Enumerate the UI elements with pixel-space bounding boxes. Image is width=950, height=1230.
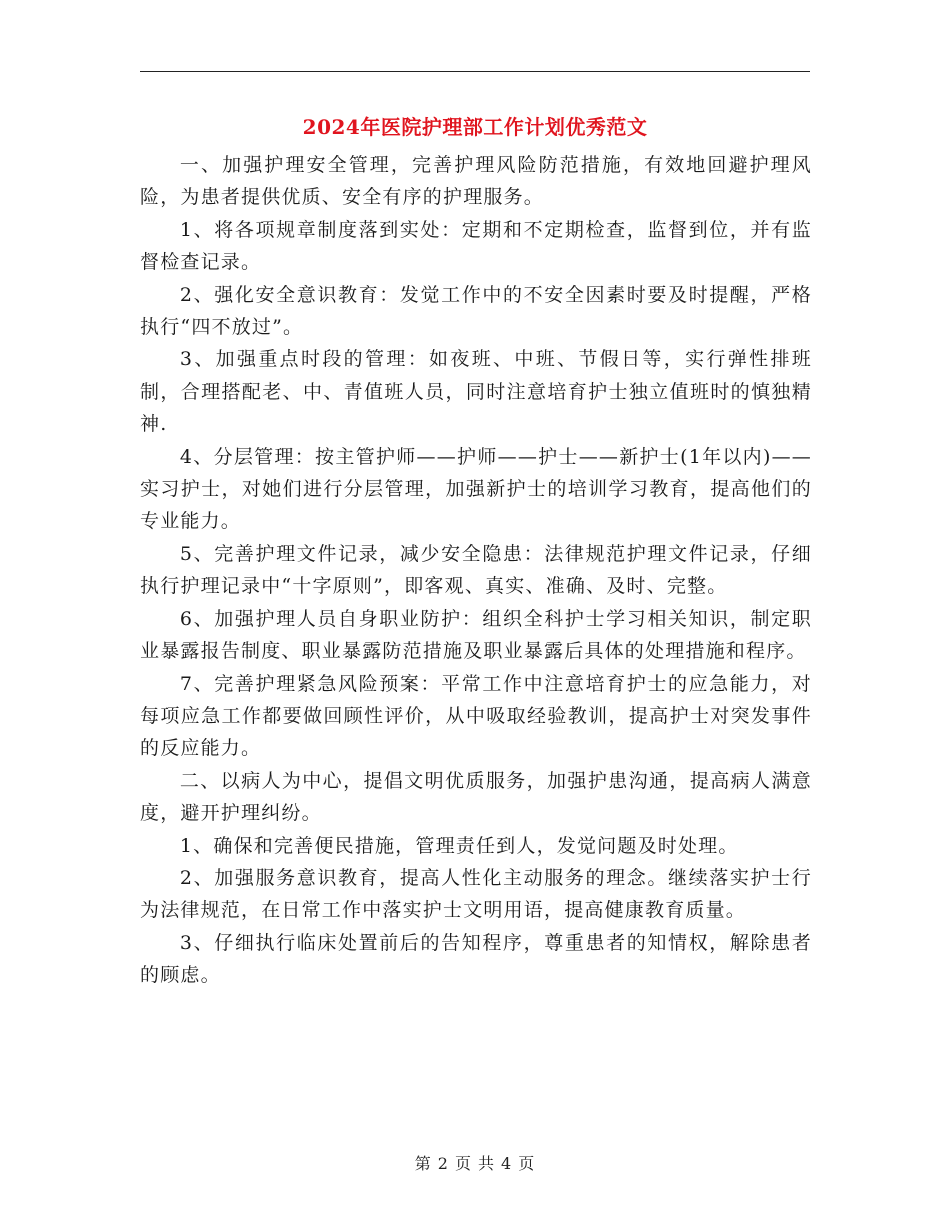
paragraph-item-1-3: 3、加强重点时段的管理：如夜班、中班、节假日等，实行弹性排班制，合理搭配老、中、青值班人员，同时注意培育护士独立值班时的慎独精神. (140, 348, 812, 436)
paragraph-item-1-5: 5、完善护理文件记录，减少安全隐患：法律规范护理文件记录，仔细执行护理记录中“十字原则”，即客观、真实、准确、及时、完整。 (140, 542, 812, 598)
footer-suffix: 页 (518, 1154, 536, 1173)
header-rule (140, 71, 810, 72)
document-title: 2024年医院护理部工作计划优秀范文 (302, 115, 648, 139)
paragraph-item-2-1: 1、确保和完善便民措施，管理责任到人，发觉问题及时处理。 (179, 834, 739, 857)
paragraph-section-1: 一、加强护理安全管理，完善护理风险防范措施，有效地回避护理风险，为患者提供优质、安全有序的护理服务。 (140, 154, 812, 209)
document-body (140, 149, 812, 992)
paragraph-item-2-2: 2、加强服务意识教育，提高人性化主动服务的理念。继续落实护士行为法律规范，在日常工作中落实护士文明用语，提高健康教育质量。 (140, 866, 812, 922)
footer-prefix: 第 (414, 1154, 432, 1173)
paragraph-item-2-3: 3、仔细执行临床处置前后的告知程序，尊重患者的知情权，解除患者的顾虑。 (140, 931, 812, 987)
footer-total-pages: 4 (501, 1154, 513, 1173)
footer-mid: 页 共 (454, 1154, 496, 1173)
page-footer (0, 1152, 950, 1176)
paragraph-section-2: 二、以病人为中心，提倡文明优质服务，加强护患沟通，提高病人满意度，避开护理纠纷。 (140, 769, 812, 825)
paragraph-item-1-6: 6、加强护理人员自身职业防护：组织全科护士学习相关知识，制定职业暴露报告制度、职业暴露防范措施及职业暴露后具体的处理措施和程序。 (140, 607, 812, 663)
footer-current-page: 2 (437, 1154, 449, 1173)
paragraph-item-1-4: 4、分层管理：按主管护师——护师——护士——新护士(1年以内)——实习护士，对她们进行分层管理，加强新护士的培训学习教育，提高他们的专业能力。 (140, 445, 812, 533)
paragraph-item-1-7: 7、完善护理紧急风险预案：平常工作中注意培育护士的应急能力，对每项应急工作都要做回顾性评价，从中吸取经验教训，提高护士对突发事件的反应能力。 (140, 672, 812, 760)
paragraph-item-1-1: 1、将各项规章制度落到实处：定期和不定期检查，监督到位，并有监督检查记录。 (140, 218, 812, 274)
paragraph-item-1-2: 2、强化安全意识教育：发觉工作中的不安全因素时要及时提醒，严格执行“四不放过”。 (140, 283, 812, 339)
